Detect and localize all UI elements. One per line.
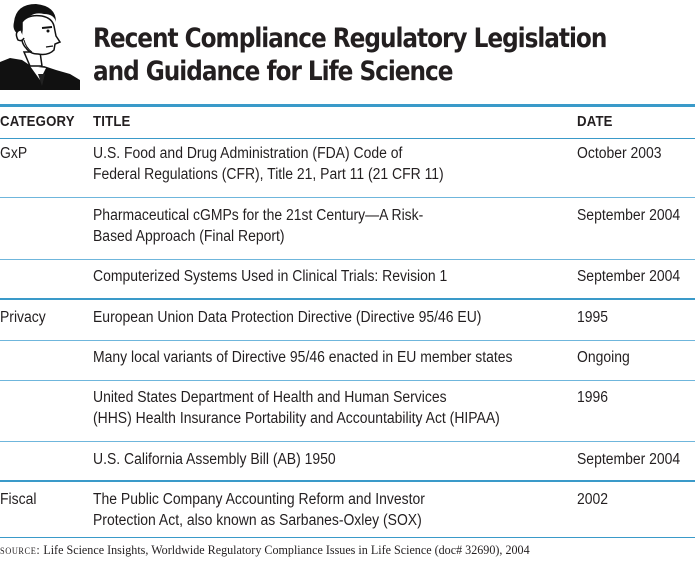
row-divider (0, 441, 695, 442)
table-cell-category: Fiscal (0, 491, 37, 508)
row-divider (0, 340, 695, 341)
table-cell-title (93, 143, 444, 185)
row-divider (0, 197, 695, 198)
column-header-category: CATEGORY (0, 113, 75, 130)
source-note (0, 542, 530, 558)
column-header-date: DATE (577, 113, 613, 130)
column-header-title: TITLE (93, 113, 131, 130)
section-divider (0, 480, 695, 482)
table-cell-date: Ongoing (577, 349, 630, 366)
title-line-2: and Guidance for Life Science (93, 56, 453, 87)
table-cell-date: September 2004 (577, 451, 681, 468)
title-line: The Public Company Accounting Reform and Investor (93, 491, 425, 508)
table-cell-category: GxP (0, 145, 28, 162)
table-cell-date: 2002 (577, 491, 609, 508)
title-line: U.S. California Assembly Bill (AB) 1950 (93, 451, 336, 468)
table-cell-title (93, 387, 500, 429)
table-cell-title (93, 266, 447, 287)
title-line: United States Department of Health and Human Services (93, 389, 447, 406)
table-cell-date: September 2004 (577, 207, 681, 224)
title-line: Computerized Systems Used in Clinical Trials: Revision 1 (93, 268, 448, 285)
table-cell-title (93, 205, 423, 247)
title-line: Many local variants of Directive 95/46 enacted in EU member states (93, 349, 513, 366)
title-line: Pharmaceutical cGMPs for the 21st Century—A Risk- (93, 207, 424, 224)
top-divider (0, 104, 695, 107)
title-line: Protection Act, also known as Sarbanes-Oxley (SOX) (93, 512, 422, 529)
table-cell-category: Privacy (0, 309, 46, 326)
table-cell-title (93, 449, 336, 470)
header (0, 0, 695, 104)
title-line: U.S. Food and Drug Administration (FDA) Code of (93, 145, 403, 162)
row-divider (0, 380, 695, 381)
table-cell-date: October 2003 (577, 145, 662, 162)
page-title (93, 22, 606, 88)
title-line: Based Approach (Final Report) (93, 228, 285, 245)
title-line: Federal Regulations (CFR), Title 21, Part 11 (21 CFR 11) (93, 166, 444, 183)
table-cell-title (93, 307, 481, 328)
table-cell-title (93, 347, 512, 368)
title-line: European Union Data Protection Directive (Directive 95/46 EU) (93, 309, 482, 326)
table-cell-title (93, 489, 425, 531)
title-line-1: Recent Compliance Regulatory Legislation (93, 23, 607, 54)
bottom-divider (0, 537, 695, 538)
source-label: source: (0, 542, 41, 557)
table-cell-date: 1996 (577, 389, 609, 406)
title-line: (HHS) Health Insurance Portability and Accountability Act (HIPAA) (93, 410, 500, 427)
header-divider (0, 138, 695, 139)
table-cell-date: September 2004 (577, 268, 681, 285)
person-portrait-icon (0, 0, 80, 90)
row-divider (0, 259, 695, 260)
source-text: Life Science Insights, Worldwide Regulatory Compliance Issues in Life Science (doc# 32690), 2004 (40, 542, 530, 557)
table-cell-date: 1995 (577, 309, 609, 326)
section-divider (0, 298, 695, 300)
